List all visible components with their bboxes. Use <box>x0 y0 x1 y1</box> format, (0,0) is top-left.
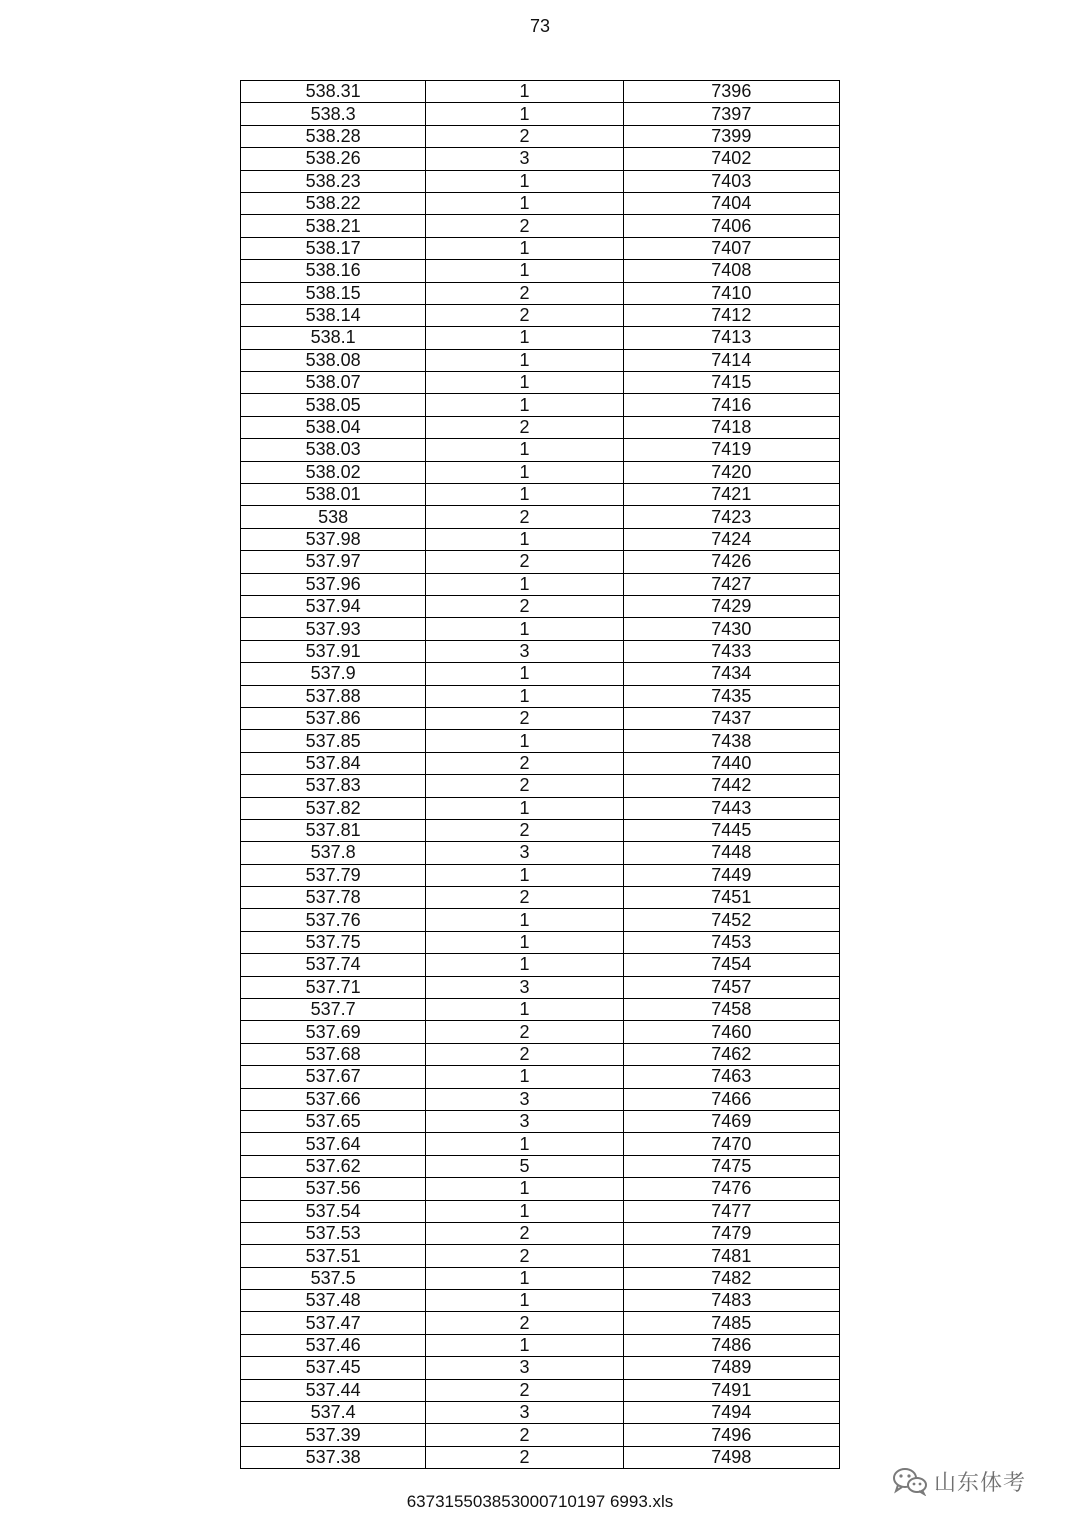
cumulative-cell: 7491 <box>623 1379 839 1401</box>
watermark <box>892 1464 1026 1498</box>
cumulative-cell: 7437 <box>623 707 839 729</box>
score-cell: 538.04 <box>241 416 426 438</box>
count-cell: 1 <box>426 103 623 125</box>
table-row <box>241 282 840 304</box>
count-cell: 3 <box>426 1110 623 1132</box>
count-cell: 1 <box>426 663 623 685</box>
score-cell: 537.67 <box>241 1066 426 1088</box>
score-cell: 537.45 <box>241 1357 426 1379</box>
score-cell: 538.15 <box>241 282 426 304</box>
table-body <box>241 81 840 1469</box>
count-cell: 2 <box>426 1222 623 1244</box>
table-row <box>241 1066 840 1088</box>
count-cell: 1 <box>426 954 623 976</box>
score-cell: 537.7 <box>241 999 426 1021</box>
table-row <box>241 1222 840 1244</box>
table-row <box>241 1133 840 1155</box>
count-cell: 1 <box>426 1290 623 1312</box>
cumulative-cell: 7475 <box>623 1155 839 1177</box>
cumulative-cell: 7476 <box>623 1178 839 1200</box>
table-row <box>241 1021 840 1043</box>
count-cell: 1 <box>426 349 623 371</box>
table-row <box>241 148 840 170</box>
count-cell: 1 <box>426 394 623 416</box>
cumulative-cell: 7496 <box>623 1424 839 1446</box>
count-cell: 2 <box>426 819 623 841</box>
count-cell: 1 <box>426 372 623 394</box>
count-cell: 2 <box>426 125 623 147</box>
table-row <box>241 595 840 617</box>
score-cell: 537.84 <box>241 752 426 774</box>
count-cell: 2 <box>426 282 623 304</box>
count-cell: 2 <box>426 1312 623 1334</box>
cumulative-cell: 7469 <box>623 1110 839 1132</box>
table-row <box>241 416 840 438</box>
cumulative-cell: 7466 <box>623 1088 839 1110</box>
count-cell: 2 <box>426 887 623 909</box>
count-cell: 1 <box>426 192 623 214</box>
cumulative-cell: 7429 <box>623 595 839 617</box>
score-cell: 537.78 <box>241 887 426 909</box>
cumulative-cell: 7457 <box>623 976 839 998</box>
cumulative-cell: 7494 <box>623 1402 839 1424</box>
count-cell: 1 <box>426 931 623 953</box>
score-cell: 537.71 <box>241 976 426 998</box>
cumulative-cell: 7433 <box>623 640 839 662</box>
score-cell: 537.48 <box>241 1290 426 1312</box>
table-row <box>241 215 840 237</box>
count-cell: 2 <box>426 595 623 617</box>
score-cell: 538.28 <box>241 125 426 147</box>
score-cell: 537.4 <box>241 1402 426 1424</box>
count-cell: 2 <box>426 215 623 237</box>
table-row <box>241 707 840 729</box>
count-cell: 2 <box>426 506 623 528</box>
count-cell: 1 <box>426 573 623 595</box>
table-row <box>241 304 840 326</box>
cumulative-cell: 7445 <box>623 819 839 841</box>
cumulative-cell: 7460 <box>623 1021 839 1043</box>
table-row <box>241 730 840 752</box>
table-row <box>241 461 840 483</box>
score-cell: 538.31 <box>241 81 426 103</box>
score-cell: 537.94 <box>241 595 426 617</box>
table-row <box>241 1446 840 1468</box>
score-cell: 537.46 <box>241 1334 426 1356</box>
table-row <box>241 1402 840 1424</box>
cumulative-cell: 7483 <box>623 1290 839 1312</box>
cumulative-cell: 7416 <box>623 394 839 416</box>
table-row <box>241 573 840 595</box>
cumulative-cell: 7482 <box>623 1267 839 1289</box>
cumulative-cell: 7412 <box>623 304 839 326</box>
cumulative-cell: 7426 <box>623 551 839 573</box>
score-cell: 538.1 <box>241 327 426 349</box>
count-cell: 3 <box>426 1357 623 1379</box>
count-cell: 1 <box>426 999 623 1021</box>
score-cell: 537.56 <box>241 1178 426 1200</box>
table-row <box>241 819 840 841</box>
score-cell: 537.86 <box>241 707 426 729</box>
count-cell: 1 <box>426 1066 623 1088</box>
score-table <box>240 80 840 1469</box>
score-cell: 538.03 <box>241 439 426 461</box>
cumulative-cell: 7486 <box>623 1334 839 1356</box>
count-cell: 2 <box>426 707 623 729</box>
table-row <box>241 1110 840 1132</box>
table-row <box>241 931 840 953</box>
table-row <box>241 685 840 707</box>
count-cell: 1 <box>426 461 623 483</box>
count-cell: 1 <box>426 237 623 259</box>
count-cell: 1 <box>426 81 623 103</box>
table-row <box>241 909 840 931</box>
cumulative-cell: 7452 <box>623 909 839 931</box>
score-cell: 537.39 <box>241 1424 426 1446</box>
score-cell: 537.62 <box>241 1155 426 1177</box>
cumulative-cell: 7449 <box>623 864 839 886</box>
count-cell: 2 <box>426 551 623 573</box>
score-cell: 537.47 <box>241 1312 426 1334</box>
table-row <box>241 1334 840 1356</box>
table-row <box>241 439 840 461</box>
score-cell: 537.44 <box>241 1379 426 1401</box>
cumulative-cell: 7481 <box>623 1245 839 1267</box>
table-row <box>241 1178 840 1200</box>
table-row <box>241 125 840 147</box>
score-cell: 538.21 <box>241 215 426 237</box>
cumulative-cell: 7477 <box>623 1200 839 1222</box>
cumulative-cell: 7479 <box>623 1222 839 1244</box>
count-cell: 3 <box>426 1088 623 1110</box>
count-cell: 1 <box>426 1178 623 1200</box>
table-row <box>241 1267 840 1289</box>
score-cell: 537.82 <box>241 797 426 819</box>
cumulative-cell: 7424 <box>623 528 839 550</box>
cumulative-cell: 7454 <box>623 954 839 976</box>
count-cell: 1 <box>426 439 623 461</box>
table-row <box>241 618 840 640</box>
score-cell: 537.96 <box>241 573 426 595</box>
table-row <box>241 551 840 573</box>
score-cell: 537.74 <box>241 954 426 976</box>
table-row <box>241 1088 840 1110</box>
score-cell: 538.01 <box>241 484 426 506</box>
score-cell: 537.9 <box>241 663 426 685</box>
score-cell: 538.05 <box>241 394 426 416</box>
score-cell: 537.65 <box>241 1110 426 1132</box>
table-row <box>241 752 840 774</box>
score-cell: 537.69 <box>241 1021 426 1043</box>
cumulative-cell: 7408 <box>623 260 839 282</box>
watermark-text: 山东体考 <box>934 1470 1027 1496</box>
score-cell: 537.8 <box>241 842 426 864</box>
table-row <box>241 237 840 259</box>
cumulative-cell: 7403 <box>623 170 839 192</box>
count-cell: 1 <box>426 260 623 282</box>
count-cell: 2 <box>426 304 623 326</box>
cumulative-cell: 7427 <box>623 573 839 595</box>
count-cell: 1 <box>426 1133 623 1155</box>
table-row <box>241 999 840 1021</box>
table-row <box>241 1155 840 1177</box>
count-cell: 1 <box>426 685 623 707</box>
cumulative-cell: 7414 <box>623 349 839 371</box>
score-cell: 538.3 <box>241 103 426 125</box>
table-row <box>241 528 840 550</box>
count-cell: 2 <box>426 1379 623 1401</box>
score-cell: 538.22 <box>241 192 426 214</box>
score-cell: 537.75 <box>241 931 426 953</box>
table-row <box>241 103 840 125</box>
table-row <box>241 1245 840 1267</box>
cumulative-cell: 7404 <box>623 192 839 214</box>
cumulative-cell: 7462 <box>623 1043 839 1065</box>
table-row <box>241 1379 840 1401</box>
cumulative-cell: 7458 <box>623 999 839 1021</box>
table-row <box>241 640 840 662</box>
table-row <box>241 81 840 103</box>
cumulative-cell: 7402 <box>623 148 839 170</box>
score-cell: 537.68 <box>241 1043 426 1065</box>
cumulative-cell: 7440 <box>623 752 839 774</box>
count-cell: 2 <box>426 416 623 438</box>
cumulative-cell: 7419 <box>623 439 839 461</box>
count-cell: 1 <box>426 618 623 640</box>
score-cell: 537.64 <box>241 1133 426 1155</box>
table-row <box>241 484 840 506</box>
score-cell: 537.79 <box>241 864 426 886</box>
cumulative-cell: 7438 <box>623 730 839 752</box>
count-cell: 3 <box>426 842 623 864</box>
count-cell: 3 <box>426 640 623 662</box>
cumulative-cell: 7407 <box>623 237 839 259</box>
score-cell: 538.07 <box>241 372 426 394</box>
score-cell: 538.16 <box>241 260 426 282</box>
score-cell: 537.38 <box>241 1446 426 1468</box>
table-row <box>241 663 840 685</box>
table-row <box>241 260 840 282</box>
cumulative-cell: 7442 <box>623 775 839 797</box>
cumulative-cell: 7489 <box>623 1357 839 1379</box>
cumulative-cell: 7430 <box>623 618 839 640</box>
count-cell: 3 <box>426 1402 623 1424</box>
cumulative-cell: 7453 <box>623 931 839 953</box>
table-row <box>241 1312 840 1334</box>
count-cell: 2 <box>426 1245 623 1267</box>
table-row <box>241 170 840 192</box>
table-row <box>241 1357 840 1379</box>
score-cell: 537.5 <box>241 1267 426 1289</box>
table-row <box>241 394 840 416</box>
cumulative-cell: 7498 <box>623 1446 839 1468</box>
cumulative-cell: 7434 <box>623 663 839 685</box>
table-row <box>241 327 840 349</box>
score-cell: 538.02 <box>241 461 426 483</box>
table-row <box>241 506 840 528</box>
table-row <box>241 1424 840 1446</box>
table-row <box>241 1200 840 1222</box>
table-row <box>241 372 840 394</box>
count-cell: 1 <box>426 730 623 752</box>
score-cell: 537.93 <box>241 618 426 640</box>
table-row <box>241 349 840 371</box>
wechat-icon <box>892 1466 928 1496</box>
table-row <box>241 775 840 797</box>
score-cell: 537.51 <box>241 1245 426 1267</box>
cumulative-cell: 7413 <box>623 327 839 349</box>
cumulative-cell: 7451 <box>623 887 839 909</box>
count-cell: 1 <box>426 1200 623 1222</box>
score-cell: 538 <box>241 506 426 528</box>
score-cell: 537.76 <box>241 909 426 931</box>
count-cell: 2 <box>426 1446 623 1468</box>
cumulative-cell: 7415 <box>623 372 839 394</box>
score-cell: 537.54 <box>241 1200 426 1222</box>
count-cell: 5 <box>426 1155 623 1177</box>
table-row <box>241 1043 840 1065</box>
score-cell: 538.08 <box>241 349 426 371</box>
footer-filename: 637315503853000710197 6993.xls <box>406 1492 674 1511</box>
cumulative-cell: 7410 <box>623 282 839 304</box>
cumulative-cell: 7396 <box>623 81 839 103</box>
cumulative-cell: 7423 <box>623 506 839 528</box>
count-cell: 2 <box>426 775 623 797</box>
cumulative-cell: 7421 <box>623 484 839 506</box>
score-cell: 537.98 <box>241 528 426 550</box>
table-row <box>241 864 840 886</box>
table-row <box>241 887 840 909</box>
cumulative-cell: 7399 <box>623 125 839 147</box>
score-cell: 537.66 <box>241 1088 426 1110</box>
cumulative-cell: 7406 <box>623 215 839 237</box>
cumulative-cell: 7418 <box>623 416 839 438</box>
cumulative-cell: 7463 <box>623 1066 839 1088</box>
count-cell: 2 <box>426 1424 623 1446</box>
cumulative-cell: 7443 <box>623 797 839 819</box>
count-cell: 3 <box>426 976 623 998</box>
count-cell: 1 <box>426 797 623 819</box>
cumulative-cell: 7470 <box>623 1133 839 1155</box>
cumulative-cell: 7435 <box>623 685 839 707</box>
score-cell: 537.91 <box>241 640 426 662</box>
count-cell: 1 <box>426 170 623 192</box>
count-cell: 1 <box>426 1267 623 1289</box>
score-cell: 538.23 <box>241 170 426 192</box>
cumulative-cell: 7485 <box>623 1312 839 1334</box>
table-row <box>241 1290 840 1312</box>
table-row <box>241 797 840 819</box>
count-cell: 1 <box>426 1334 623 1356</box>
cumulative-cell: 7397 <box>623 103 839 125</box>
table-row <box>241 976 840 998</box>
score-cell: 537.53 <box>241 1222 426 1244</box>
score-cell: 537.97 <box>241 551 426 573</box>
score-cell: 538.17 <box>241 237 426 259</box>
table-row <box>241 192 840 214</box>
score-cell: 537.88 <box>241 685 426 707</box>
score-cell: 537.83 <box>241 775 426 797</box>
count-cell: 1 <box>426 484 623 506</box>
count-cell: 1 <box>426 864 623 886</box>
count-cell: 1 <box>426 327 623 349</box>
count-cell: 1 <box>426 909 623 931</box>
count-cell: 2 <box>426 1021 623 1043</box>
count-cell: 2 <box>426 752 623 774</box>
score-cell: 537.85 <box>241 730 426 752</box>
table-row <box>241 954 840 976</box>
score-cell: 538.26 <box>241 148 426 170</box>
cumulative-cell: 7420 <box>623 461 839 483</box>
cumulative-cell: 7448 <box>623 842 839 864</box>
count-cell: 2 <box>426 1043 623 1065</box>
count-cell: 3 <box>426 148 623 170</box>
score-cell: 538.14 <box>241 304 426 326</box>
count-cell: 1 <box>426 528 623 550</box>
page-number: 73 <box>529 16 551 36</box>
table-row <box>241 842 840 864</box>
score-cell: 537.81 <box>241 819 426 841</box>
